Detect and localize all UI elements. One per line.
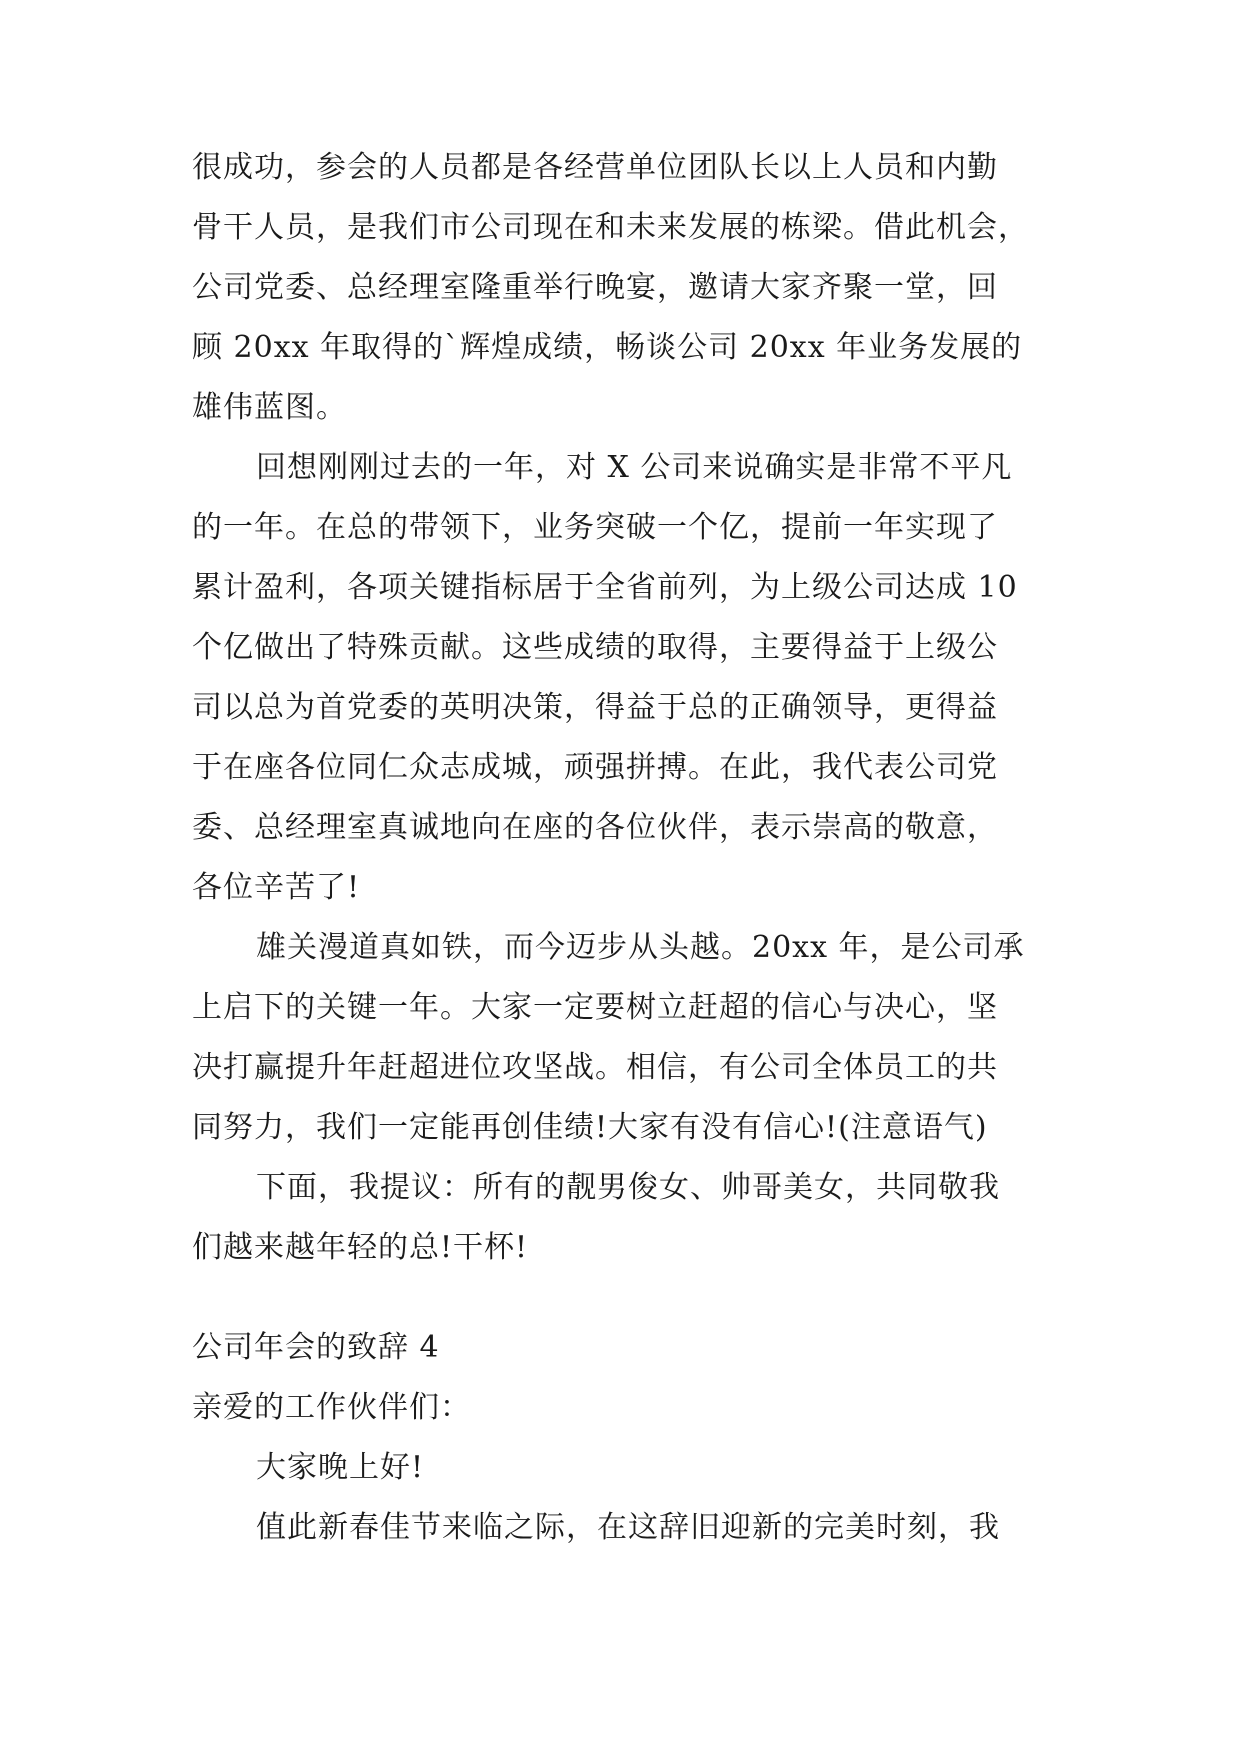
text-line: 的一年。在总的带领下，业务突破一个亿，提前一年实现了 — [192, 510, 998, 545]
text-line: 回想刚刚过去的一年，对 X 公司来说确实是非常不平凡 — [256, 450, 1013, 485]
greeting: 大家晚上好! — [256, 1450, 425, 1485]
text-line: 同努力，我们一定能再创佳绩!大家有没有信心!(注意语气) — [192, 1110, 988, 1145]
text-line: 顾 20xx 年取得的`辉煌成绩，畅谈公司 20xx 年业务发展的 — [192, 330, 1023, 365]
text-line: 骨干人员，是我们市公司现在和未来发展的栋梁。借此机会， — [192, 210, 1029, 245]
text-line: 委、总经理室真诚地向在座的各位伙伴，表示崇高的敬意， — [192, 810, 998, 845]
text-line: 于在座各位同仁众志成城，顽强拼搏。在此，我代表公司党 — [192, 750, 998, 785]
text-line: 雄关漫道真如铁，而今迈步从头越。20xx 年，是公司承 — [256, 930, 1025, 965]
text-line: 下面，我提议：所有的靓男俊女、帅哥美女，共同敬我 — [256, 1170, 1000, 1205]
text-line: 雄伟蓝图。 — [192, 390, 347, 425]
text-line: 上启下的关键一年。大家一定要树立赶超的信心与决心，坚 — [192, 990, 998, 1025]
text-line: 累计盈利，各项关键指标居于全省前列，为上级公司达成 10 — [192, 570, 1018, 605]
text-line: 值此新春佳节来临之际，在这辞旧迎新的完美时刻，我 — [256, 1510, 1000, 1545]
section-title: 公司年会的致辞 4 — [192, 1330, 440, 1365]
text-line: 公司党委、总经理室隆重举行晚宴，邀请大家齐聚一堂，回 — [192, 270, 998, 305]
text-line: 司以总为首党委的英明决策，得益于总的正确领导，更得益 — [192, 690, 998, 725]
text-line: 个亿做出了特殊贡献。这些成绩的取得，主要得益于上级公 — [192, 630, 998, 665]
text-line: 很成功，参会的人员都是各经营单位团队长以上人员和内勤 — [192, 150, 998, 185]
text-line: 们越来越年轻的总!干杯! — [192, 1230, 529, 1265]
text-line: 决打赢提升年赶超进位攻坚战。相信，有公司全体员工的共 — [192, 1050, 998, 1085]
text-line: 各位辛苦了! — [192, 870, 361, 905]
salutation: 亲爱的工作伙伴们： — [192, 1390, 471, 1425]
